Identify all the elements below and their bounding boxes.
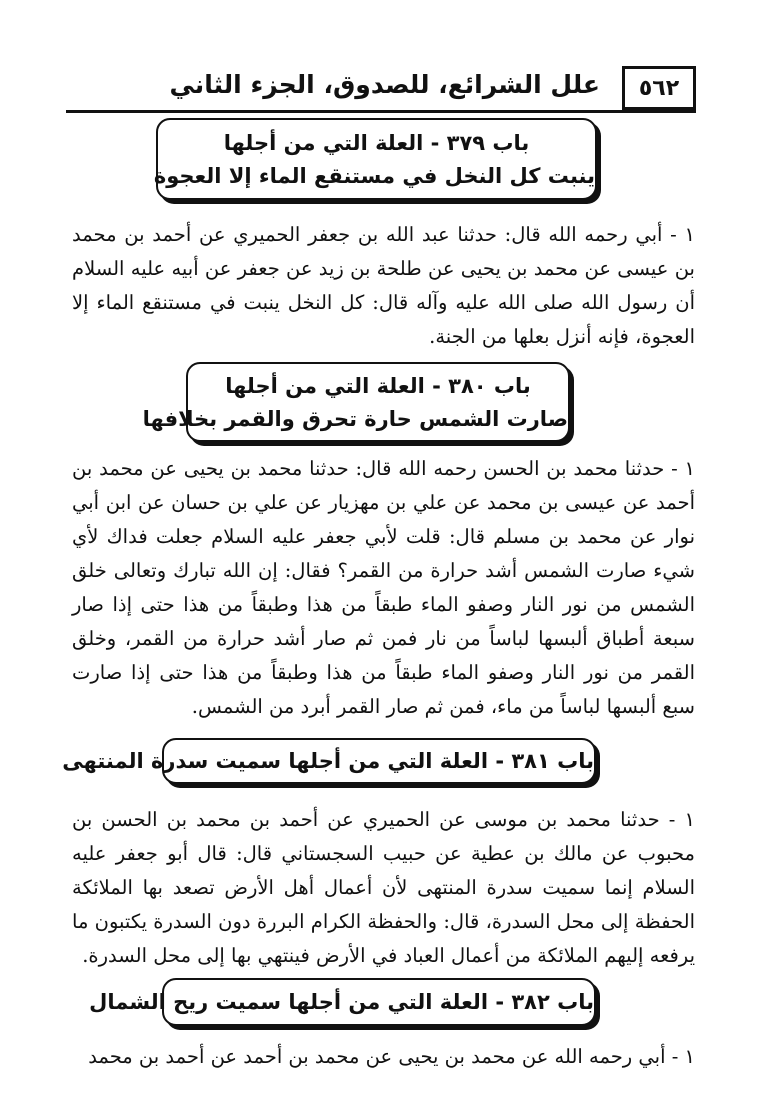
chapter-heading-381 <box>62 738 596 784</box>
chapter-text-379: ١ - أبي رحمه الله قال: حدثنا عبد الله بن جعفر الحميري عن أحمد بن محمد بن عيسى عن محمد بن يحيى عن طلحة بن زيد عن جعفر عن أبيه عليه السلام أن رسول الله صلى الله عليه وآله قال: كل النخل ينبت في مستنقع الماء إلا العجوة، فإنه أنزل بعلها من الجنة. <box>72 223 695 348</box>
header-rule <box>66 110 696 113</box>
page-number: ٥٦٢ <box>622 66 696 110</box>
chapter-heading-382 <box>89 978 596 1026</box>
chapter-heading-line-2: ينبت كل النخل في مستنقع الماء إلا العجوة <box>153 164 595 188</box>
running-title: علل الشرائع، للصدوق، الجزء الثاني <box>169 70 600 99</box>
chapter-heading-379 <box>153 118 597 200</box>
page-header <box>66 66 696 112</box>
chapter-text-380: ١ - حدثنا محمد بن الحسن رحمه الله قال: حدثنا محمد بن يحيى عن محمد بن أحمد عن عيسى بن محمد عن علي بن مهزيار عن علي بن حسان عن ابن أبي نوار عن محمد بن مسلم قال: قلت لأبي جعفر عليه السلام جعلت فداك لأي شيء صارت الشمس أشد حرارة من القمر؟ فقال: إن الله تبارك وتعالى خلق الشمس من نور النار وصفو الماء طبقاً من هذا وطبقاً من هذا حتى إذا صار سبعة أطباق ألبسها لباساً من نار فمن ثم صار أشد حرارة من القمر، وخلق القمر من نور النار وصفو الماء طبقاً من هذا وطبقاً من هذا حتى إذا صارت سبع ألبسها لباساً من ماء، فمن ثم صار القمر أبرد من الشمس. <box>72 457 695 718</box>
chapter-heading-line-1: باب ٣٨١ - العلة التي من أجلها سميت سدرة المنتهى <box>62 749 594 773</box>
chapter-heading-line-1: باب ٣٨٠ - العلة التي من أجلها <box>225 374 531 398</box>
chapter-heading-line-1: باب ٣٨٢ - العلة التي من أجلها سميت ريح الشمال <box>89 990 594 1014</box>
chapter-text-381: ١ - حدثنا محمد بن موسى عن الحميري عن أحمد بن محمد بن الحسن بن محبوب عن مالك بن عطية عن حبيب السجستاني قال: قال أبو جعفر عليه السلام إنما سميت سدرة المنتهى لأن أعمال أهل الأرض تصعد بها الملائكة الحفظة إلى محل السدرة، قال: والحفظة الكرام البررة دون السدرة يكتبون ما يرفعه إليهم الملائكة من أعمال العباد في الأرض فينتهي بها إلى محل السدرة. <box>72 808 695 967</box>
chapter-heading-line-1: باب ٣٧٩ - العلة التي من أجلها <box>223 131 530 155</box>
chapter-text-382: ١ - أبي رحمه الله عن محمد بن يحيى عن محمد بن أحمد عن أحمد بن محمد <box>88 1045 695 1068</box>
chapter-heading-line-2: صارت الشمس حارة تحرق والقمر بخلافها <box>142 407 568 431</box>
chapter-heading-380 <box>142 362 570 442</box>
